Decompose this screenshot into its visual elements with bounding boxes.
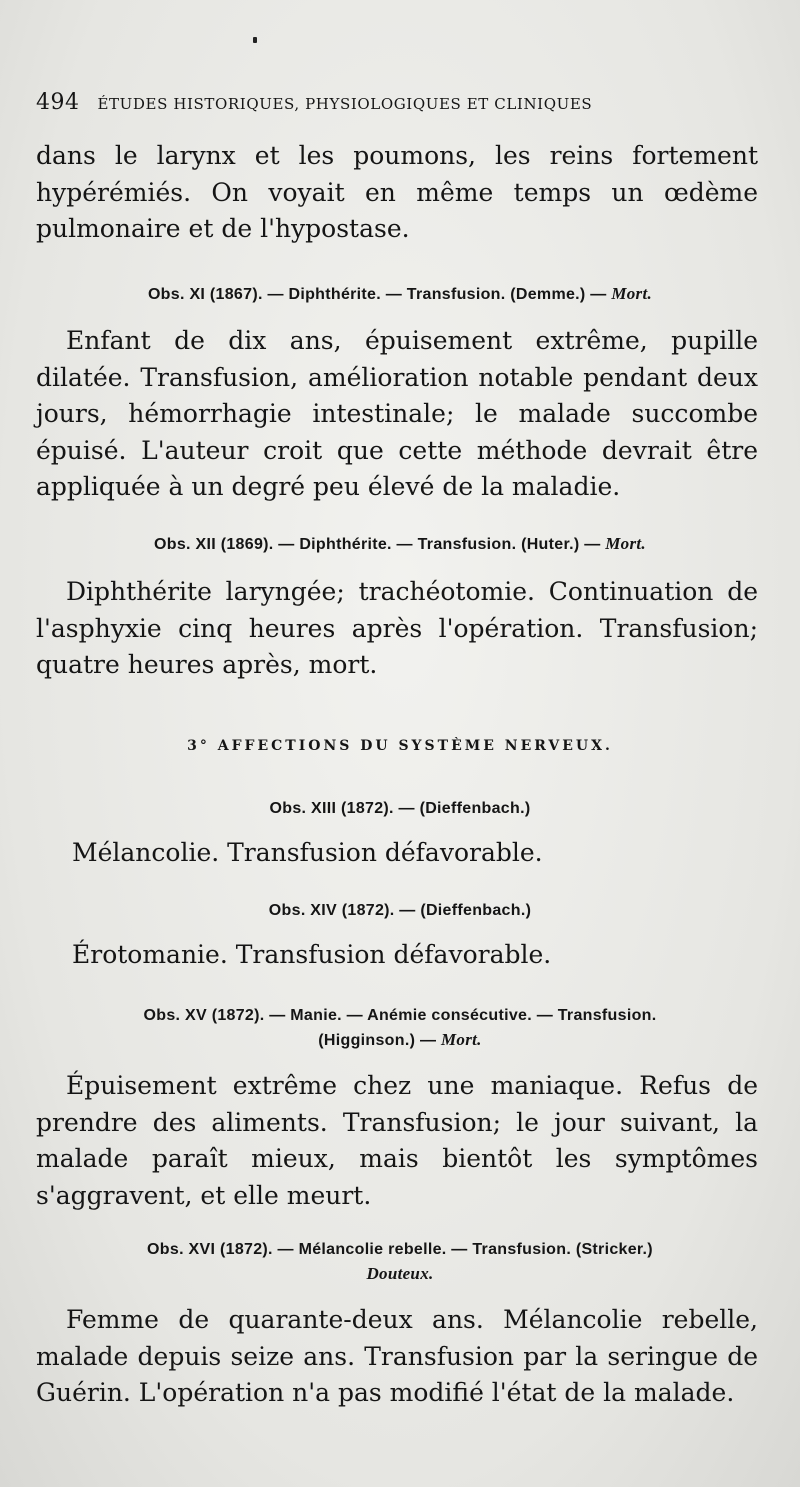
- obs-16-heading-line1: Obs. XVI (1872). — Mélancolie rebelle. — Transfusion. (Stricker.): [147, 1241, 653, 1258]
- obs-16-paragraph: Femme de quarante-deux ans. Mélancolie rebelle, malade depuis seize ans. Transfusion par la seringue de Guérin. L'opération n'a pas modifié l'état de la malade.: [36, 1305, 758, 1407]
- obs-15-heading: Obs. XV (1872). — Manie. — Anémie consécutive. — Transfusion. (Higginson.) — Mort.: [143, 1007, 657, 1049]
- obs-12-heading: Obs. XII (1869). — Diphthérite. — Transfusion. (Huter.) — Mort.: [154, 534, 646, 553]
- obs-11-outcome: Mort.: [611, 284, 653, 303]
- obs-14-heading: Obs. XIV (1872). — (Dieffenbach.): [268, 902, 532, 919]
- obs-15-paragraph: Épuisement extrême chez une maniaque. Refus de prendre des aliments. Transfusion; le jour suivant, la malade paraît mieux, mais bientôt les symptômes s'aggravent, et elle meurt.: [36, 1071, 758, 1210]
- obs-11-heading: Obs. XI (1867). — Diphthérite. — Transfusion. (Demme.) — Mort.: [147, 284, 653, 303]
- obs-13-heading: Obs. XIII (1872). — (Dieffenbach.): [269, 800, 531, 817]
- page-header: [36, 90, 756, 115]
- obs-12-outcome: Mort.: [605, 534, 646, 553]
- obs-16-outcome: Douteux.: [366, 1264, 434, 1283]
- obs-15-outcome: Mort.: [440, 1030, 482, 1049]
- obs-14-paragraph: Érotomanie. Transfusion défavorable.: [72, 940, 552, 969]
- intro-paragraph: dans le larynx et les poumons, les reins fortement hypérémiés. On voyait en même temps un œdème pulmonaire et de l'hypostase.: [36, 141, 758, 243]
- obs-16-heading: [0, 1238, 800, 1287]
- running-title: ÉTUDES HISTORIQUES, PHYSIOLOGIQUES ET CLINIQUES: [97, 95, 593, 113]
- obs-15-heading-line1: Obs. XV (1872). — Manie. — Anémie consécutive. — Transfusion.: [143, 1007, 657, 1024]
- obs-11-paragraph: Enfant de dix ans, épuisement extrême, pupille dilatée. Transfusion, amélioration notable pendant deux jours, hémorrhagie intestinale; le malade succombe épuisé. L'auteur croit que cette méthode devrait être appliquée à un degré peu élevé de la maladie.: [36, 326, 758, 501]
- ink-speck: [253, 37, 257, 43]
- page-number: 494: [36, 90, 80, 115]
- section-heading: 3° AFFECTIONS DU SYSTÈME NERVEUX.: [187, 738, 613, 754]
- obs-12-paragraph: Diphthérite laryngée; trachéotomie. Continuation de l'asphyxie cinq heures après l'opération. Transfusion; quatre heures après, mort.: [36, 577, 758, 679]
- obs-13-paragraph: Mélancolie. Transfusion défavorable.: [72, 838, 543, 867]
